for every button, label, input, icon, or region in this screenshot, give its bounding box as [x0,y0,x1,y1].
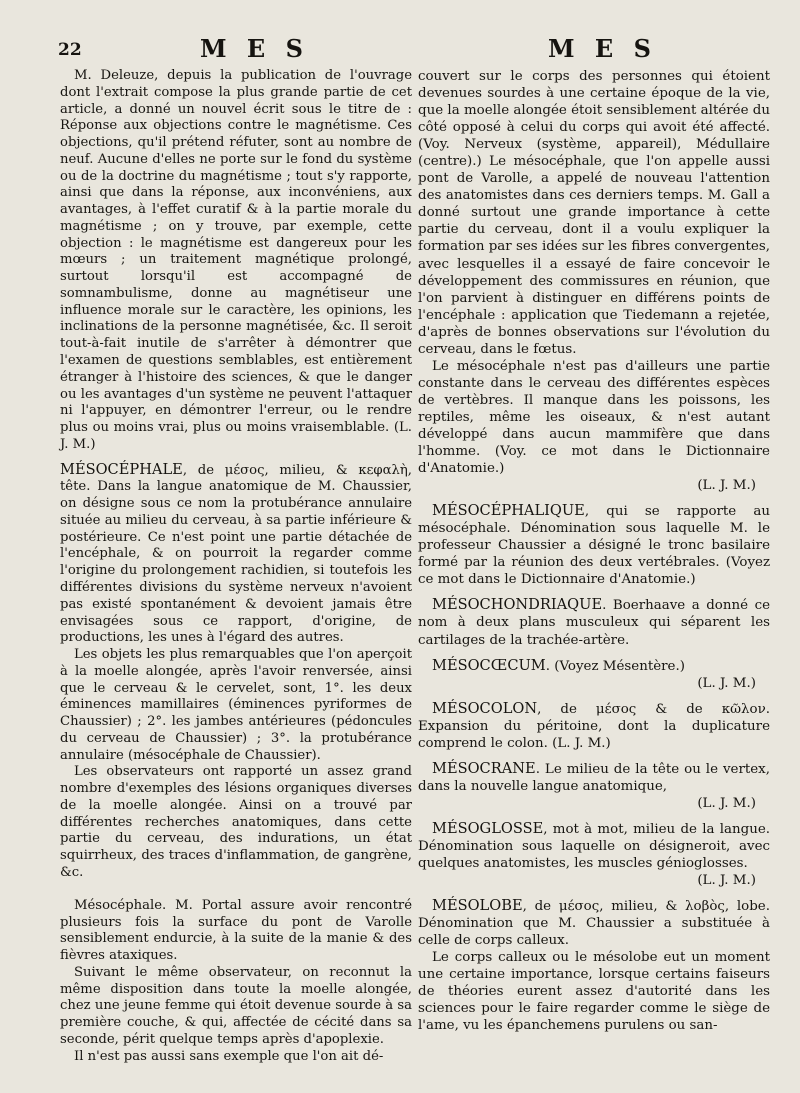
running-head-left: M E S [200,34,309,63]
entry-mesocephalique [418,502,770,588]
left-column [60,68,412,1065]
paragraph-deleuze: M. Deleuze, depuis la publication de l'ouvrage dont l'extrait compose la plus grande partie de cet article, a donné un nouvel écrit sous le titre de : Réponse aux objections contre le magnétisme. Ces objections, qu'il prétend réfuter, sont au nombre de neuf. Aucune d'elles ne porte sur le fond du système ou de la doctrine du magnétisme ; tout s'y rapporte, ainsi que dans la réponse, aux inconvéniens, aux avantages, à l'effet curatif & à la partie morale du magnétisme ; on y trouve, par exemple, cette objection : le magnétisme est dangereux pour les mœurs ; un traitement magnétique prolongé, surtout lorsqu'il est accompagné de somnambulisme, donne au magnétiseur une influence morale sur le caractère, les opinions, les inclinations de la personne magnétisée, &c. Il seroit tout-à-fait inutile de s'arrêter à démontrer que l'examen de questions semblables, est entièrement étranger à l'histoire des sciences, & que le danger ou les avantages d'un système ne peuvent l'attaquer ni l'appuyer, en démontrer l'erreur, ou le rendre plus ou moins vrai, plus ou moins vraisemblable. (L. J. M.) [60,68,412,452]
entry-headword: MÉSOGLOSSE [432,819,544,837]
entry-mesocolon [418,700,770,752]
entry-mesoglosse [418,820,770,872]
page-header [0,34,800,64]
entry-headword: MÉSOCÉPHALIQUE [432,502,585,520]
entry-mesocoecum [418,657,770,675]
entry-mesocrane [418,760,770,795]
author-signature: (L. J. M.) [697,795,756,811]
paragraph-corps-calleux: Le corps calleux ou le mésolobe eut un moment une certaine importance, lorsque certains faiseurs de théories eurent assez d'autorité dans les sciences pour le faire regarder comme le siège de l'ame, vu les épanchemens purulens ou san- [418,950,770,1034]
author-signature: (L. J. M.) [697,478,756,494]
entry-mesocephale [60,462,412,647]
entry-body: . (Voyez Mésentère.) [545,658,685,674]
entry-body: , mot à mot, milieu de la langue. Dénomination sous laquelle on désigneroit, avec quelques anatomistes, les muscles génioglosses. [418,821,770,872]
entry-body: . Le milieu de la tête ou le vertex, dans la nouvelle langue anatomique, [418,761,770,794]
entry-body: , de μέσος, milieu, & λοβὸς, lobe. Dénomination que M. Chaussier a substituée à celle de corps calleux. [418,899,770,949]
entry-body: . Boerhaave a donné ce nom à deux plans musculeux qui séparent les cartilages de la trachée-artère. [418,598,770,648]
author-signature: (L. J. M.) [697,675,756,691]
paragraph-observateurs: Les observateurs ont rapporté un assez grand nombre d'exemples des lésions organiques diverses de la moelle alongée. Ainsi on a trouvé par différentes recherches anatomiques, dans cette partie du cerveau, des indurations, un état squirrheux, des traces d'inflammation, de gangrène, &c. [60,764,412,880]
entry-body: , de μέσος, milieu, & κεφαλὴ, tête. Dans la langue anatomique de M. Chaussier, on désigne sous ce nom la protubérance annulaire située au milieu du cerveau, à sa partie inférieure & postérieure. Ce n'est point une partie détachée de l'encéphale, & on pourroit la regarder comme l'origine du prolongement rachidien, si toutefois les différentes divisions du système nerveux n'avoient pas existé spontanément & devoient jamais être envisagées sous ce rapport, d'origine, de productions, les unes à l'égard des autres. [60,462,412,646]
paragraph-portal: Mésocéphale. M. Portal assure avoir rencontré plusieurs fois la surface du pont de Varolle sensiblement endurcie, à la suite de la manie & des fièvres ataxiques. [60,897,412,964]
paragraph-continuation: couvert sur le corps des personnes qui étoient devenues sourdes à une certaine époque de la vie, que la moelle alongée étoit sensiblement altérée du côté opposé à celui du corps qui avoit été affecté. (Voy. Nerveux (système, appareil), Médullaire (centre).) Le mésocéphale, que l'on appelle aussi pont de Varolle, a appelé de nouveau l'attention des anatomistes dans ces derniers temps. M. Gall a donné surtout une grande importance à cette partie du cerveau, dont il a voulu expliquer la formation par ses idées sur les fibres convergentes, avec lesquelles il a essayé de faire concevoir le développement des commissures en réunion, que l'on parvient à distinguer en différens points de l'encéphale : application que Tiedemann a rejetée, d'après de bonnes observations sur l'évolution du cerveau, dans le fœtus. [418,69,770,357]
entry-headword: MÉSOCHONDRIAQUE [432,596,603,614]
paragraph-mesocephale-constante: Le mésocéphale n'est pas d'ailleurs une partie constante dans le cerveau des différentes espèces de vertèbres. Il manque dans les poissons, les reptiles, même les oiseaux, & n'est autant développé dans aucun mammifère que dans l'homme. (Voy. ce mot dans le Dictionnaire d'Anatomie.) [418,358,770,477]
author-signature: (L. J. M.) [697,873,756,889]
entry-headword: MÉSOCRANE [432,759,536,777]
paragraph-continued: Il n'est pas aussi sans exemple que l'on ait dé- [74,1048,384,1064]
paragraph-suivant: Suivant le même observateur, on reconnut la même disposition dans toute la moelle alongée, chez une jeune femme qui étoit devenue sourde à sa première couche, & qui, affectée de cécité dans sa seconde, périt quelque temps après d'apoplexie. [60,964,412,1047]
entry-body: , de μέσος & de κῶλον. Expansion du péritoine, dont la duplicature comprend le colon. (L. J. M.) [418,701,770,751]
running-head-right: M E S [548,34,657,63]
entry-mesolobe [418,897,770,949]
entry-body: , qui se rapporte au mésocéphale. Dénomination sous laquelle M. le professeur Chaussier a désigné le tronc basilaire formé par la réunion des deux vertébrales. (Voyez ce mot dans le Dictionnaire d'Anatomie.) [418,504,770,588]
entry-mesochondriaque [418,596,770,648]
entry-headword: MÉSOLOBE [432,897,523,915]
entry-headword: MÉSOCOLON [432,699,538,717]
paragraph-objets: Les objets les plus remarquables que l'on aperçoit à la moelle alongée, après l'avoir renversée, ainsi que le cerveau & le cervelet, sont, 1°. les deux éminences mamillaires (éminences pyriformes de Chaussier) ; 2°. les jambes antérieures (pédoncules du cerveau de Chaussier) ; 3°. la protubérance annulaire (mésocéphale de Chaussier). [60,647,412,763]
right-column [418,68,770,1034]
page-number: 22 [58,40,82,60]
entry-headword: MÉSOCŒCUM [432,656,546,674]
entry-headword: MÉSOCÉPHALE [60,460,183,478]
